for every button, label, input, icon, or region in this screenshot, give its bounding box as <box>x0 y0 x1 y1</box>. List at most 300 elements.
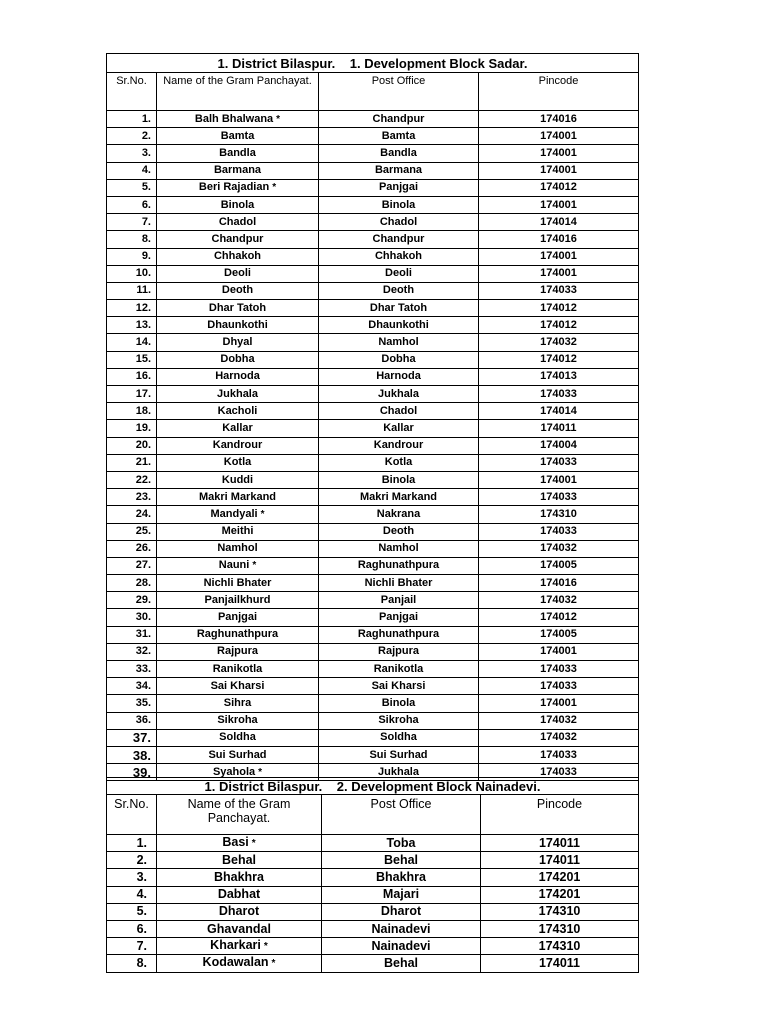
gram-panchayat-name: Raghunathpura <box>196 628 279 641</box>
pincode-cell: 174005 <box>479 626 639 643</box>
sr-no-cell: 33. <box>107 661 157 678</box>
gram-panchayat-name: Basi <box>222 835 249 850</box>
pincode-cell: 174011 <box>481 852 639 869</box>
post-office-cell: Majari <box>322 886 481 903</box>
sr-no-cell: 10. <box>107 265 157 282</box>
post-office-cell: Jukhala <box>319 764 479 781</box>
gram-panchayat-name: Namhol <box>217 542 258 555</box>
gram-panchayat-name: Rajpura <box>217 645 258 658</box>
table-row <box>107 835 639 852</box>
sr-no-cell: 4. <box>107 162 157 179</box>
gram-panchayat-cell <box>157 712 319 729</box>
table-row <box>107 886 639 903</box>
block-title: 1. District Bilaspur. 2. Development Block Nainadevi. <box>107 778 639 795</box>
table-row <box>107 179 639 196</box>
gram-panchayat-name: Sikroha <box>217 714 258 727</box>
sr-no-cell: 7. <box>107 938 157 955</box>
table-row <box>107 334 639 351</box>
pincode-cell: 174201 <box>481 869 639 886</box>
header-pincode: Pincode <box>481 795 639 835</box>
gram-panchayat-cell <box>157 351 319 368</box>
table-row <box>107 437 639 454</box>
gram-panchayat-cell <box>157 403 319 420</box>
pincode-cell: 174201 <box>481 886 639 903</box>
gram-panchayat-cell <box>157 128 319 145</box>
post-office-cell: Bhakhra <box>322 869 481 886</box>
post-office-cell: Rajpura <box>319 643 479 660</box>
table-row <box>107 420 639 437</box>
pincode-cell: 174032 <box>479 712 639 729</box>
gram-panchayat-cell <box>157 678 319 695</box>
pincode-cell: 174011 <box>481 835 639 852</box>
gram-panchayat-cell <box>157 368 319 385</box>
gram-panchayat-cell <box>157 317 319 334</box>
post-office-cell: Nainadevi <box>322 938 481 955</box>
table-row <box>107 265 639 282</box>
table-row <box>107 955 639 972</box>
sr-no-cell: 21. <box>107 454 157 471</box>
gram-panchayat-cell <box>157 661 319 678</box>
post-office-cell: Chandpur <box>319 111 479 128</box>
gram-panchayat-cell <box>157 920 322 937</box>
pincode-cell: 174033 <box>479 746 639 763</box>
gram-panchayat-name: Beri Rajadian <box>198 181 270 194</box>
gram-panchayat-name: Bandla <box>219 146 256 159</box>
table-row <box>107 351 639 368</box>
gram-panchayat-cell <box>157 179 319 196</box>
gram-panchayat-cell <box>157 592 319 609</box>
pincode-cell: 174001 <box>479 128 639 145</box>
gram-panchayat-name: Kodawalan <box>202 955 269 970</box>
gram-panchayat-name: Dhar Tatoh <box>208 301 267 314</box>
post-office-cell: Sui Surhad <box>319 746 479 763</box>
sr-no-cell: 2. <box>107 852 157 869</box>
post-office-cell: Chadol <box>319 214 479 231</box>
table-row <box>107 557 639 574</box>
table-row <box>107 626 639 643</box>
post-office-cell: Dhaunkothi <box>319 317 479 334</box>
gram-panchayat-name: Sai Kharsi <box>210 679 265 692</box>
table-row <box>107 231 639 248</box>
block-title: 1. District Bilaspur. 1. Development Block Sadar. <box>107 54 639 73</box>
asterisk-mark: * <box>271 958 276 970</box>
sr-no-cell: 3. <box>107 869 157 886</box>
gram-panchayat-cell <box>157 506 319 523</box>
gram-panchayat-name: Meithi <box>221 525 254 538</box>
gram-panchayat-cell <box>157 386 319 403</box>
asterisk-mark: * <box>263 941 268 953</box>
post-office-cell: Harnoda <box>319 368 479 385</box>
sr-no-cell: 13. <box>107 317 157 334</box>
post-office-cell: Sikroha <box>319 712 479 729</box>
gram-panchayat-cell <box>157 523 319 540</box>
pincode-cell: 174014 <box>479 403 639 420</box>
sadar-block-table <box>106 53 639 781</box>
pincode-cell: 174032 <box>479 540 639 557</box>
column-header-row <box>107 795 639 835</box>
pincode-cell: 174033 <box>479 282 639 299</box>
post-office-cell: Raghunathpura <box>319 626 479 643</box>
post-office-cell: Panjgai <box>319 609 479 626</box>
gram-panchayat-cell <box>157 626 319 643</box>
post-office-cell: Raghunathpura <box>319 557 479 574</box>
table-row <box>107 471 639 488</box>
gram-panchayat-cell <box>157 729 319 746</box>
post-office-cell: Kotla <box>319 454 479 471</box>
post-office-cell: Barmana <box>319 162 479 179</box>
gram-panchayat-name: Kotla <box>223 456 252 469</box>
table-row <box>107 920 639 937</box>
sr-no-cell: 26. <box>107 540 157 557</box>
gram-panchayat-cell <box>157 282 319 299</box>
pincode-cell: 174033 <box>479 678 639 695</box>
gram-panchayat-name: Panjailkhurd <box>204 593 271 606</box>
pincode-cell: 174001 <box>479 265 639 282</box>
gram-panchayat-cell <box>157 248 319 265</box>
table-row <box>107 368 639 385</box>
pincode-cell: 174032 <box>479 334 639 351</box>
gram-panchayat-name: Bamta <box>220 129 255 142</box>
post-office-cell: Kallar <box>319 420 479 437</box>
pincode-cell: 174001 <box>479 471 639 488</box>
sr-no-cell: 27. <box>107 557 157 574</box>
pincode-cell: 174012 <box>479 351 639 368</box>
table-row <box>107 282 639 299</box>
pincode-cell: 174001 <box>479 196 639 213</box>
gram-panchayat-cell <box>157 214 319 231</box>
sr-no-cell: 32. <box>107 643 157 660</box>
gram-panchayat-name: Kharkari <box>210 938 261 953</box>
gram-panchayat-name: Jukhala <box>217 387 258 400</box>
post-office-cell: Chhakoh <box>319 248 479 265</box>
post-office-cell: Deoth <box>319 523 479 540</box>
gram-panchayat-cell <box>157 695 319 712</box>
gram-panchayat-name: Barmana <box>213 164 262 177</box>
header-sr-no: Sr.No. <box>107 73 157 111</box>
gram-panchayat-cell <box>157 334 319 351</box>
asterisk-mark: * <box>276 113 281 125</box>
pincode-cell: 174310 <box>481 920 639 937</box>
gram-panchayat-name: Makri Markand <box>198 490 277 503</box>
pincode-cell: 174033 <box>479 386 639 403</box>
gram-panchayat-cell <box>157 196 319 213</box>
pincode-cell: 174016 <box>479 111 639 128</box>
post-office-cell: Behal <box>322 852 481 869</box>
table-row <box>107 489 639 506</box>
gram-panchayat-cell <box>157 471 319 488</box>
sr-no-cell: 6. <box>107 196 157 213</box>
table-row <box>107 128 639 145</box>
gram-panchayat-cell <box>157 609 319 626</box>
pincode-cell: 174033 <box>479 489 639 506</box>
post-office-cell: Binola <box>319 695 479 712</box>
table-row <box>107 609 639 626</box>
gram-panchayat-name: Sihra <box>223 696 252 709</box>
table-row <box>107 575 639 592</box>
post-office-cell: Bamta <box>319 128 479 145</box>
gram-panchayat-name: Dabhat <box>217 887 261 902</box>
post-office-cell: Ranikotla <box>319 661 479 678</box>
gram-panchayat-cell <box>157 557 319 574</box>
header-pincode: Pincode <box>479 73 639 111</box>
sr-no-cell: 20. <box>107 437 157 454</box>
gram-panchayat-name: Panjgai <box>217 611 258 624</box>
gram-panchayat-cell <box>157 111 319 128</box>
sr-no-cell: 5. <box>107 903 157 920</box>
header-post-office: Post Office <box>322 795 481 835</box>
block-title-row <box>107 778 639 795</box>
sr-no-cell: 5. <box>107 179 157 196</box>
gram-panchayat-name: Deoli <box>224 267 251 280</box>
block-title-row <box>107 54 639 73</box>
table-row <box>107 403 639 420</box>
post-office-cell: Bandla <box>319 145 479 162</box>
gram-panchayat-name: Behal <box>221 852 257 867</box>
pincode-cell: 174310 <box>479 506 639 523</box>
sr-no-cell: 23. <box>107 489 157 506</box>
gram-panchayat-name: Harnoda <box>215 370 260 383</box>
sr-no-cell: 2. <box>107 128 157 145</box>
gram-panchayat-name: Soldha <box>219 731 256 744</box>
post-office-cell: Deoth <box>319 282 479 299</box>
gram-panchayat-name: Dhyal <box>222 336 253 349</box>
pincode-cell: 174001 <box>479 695 639 712</box>
post-office-cell: Chadol <box>319 403 479 420</box>
gram-panchayat-cell <box>157 162 319 179</box>
asterisk-mark: * <box>251 838 256 850</box>
table-row <box>107 712 639 729</box>
post-office-cell: Namhol <box>319 334 479 351</box>
sr-no-cell: 30. <box>107 609 157 626</box>
sr-no-cell: 16. <box>107 368 157 385</box>
table-row <box>107 523 639 540</box>
post-office-cell: Deoli <box>319 265 479 282</box>
post-office-cell: Nakrana <box>319 506 479 523</box>
pincode-cell: 174001 <box>479 643 639 660</box>
table-row <box>107 852 639 869</box>
table-row <box>107 903 639 920</box>
sr-no-cell: 38. <box>107 746 157 763</box>
gram-panchayat-cell <box>157 454 319 471</box>
table-row <box>107 695 639 712</box>
table-row <box>107 317 639 334</box>
pincode-cell: 174033 <box>479 661 639 678</box>
gram-panchayat-name: Kacholi <box>217 404 258 417</box>
sr-no-cell: 37. <box>107 729 157 746</box>
header-post-office: Post Office <box>319 73 479 111</box>
table-row <box>107 678 639 695</box>
table-row <box>107 300 639 317</box>
gram-panchayat-cell <box>157 886 322 903</box>
sr-no-cell: 28. <box>107 575 157 592</box>
gram-panchayat-name: Chadol <box>218 215 257 228</box>
gram-panchayat-cell <box>157 852 322 869</box>
gram-panchayat-cell <box>157 835 322 852</box>
sr-no-cell: 18. <box>107 403 157 420</box>
post-office-cell: Binola <box>319 471 479 488</box>
sr-no-cell: 14. <box>107 334 157 351</box>
asterisk-mark: * <box>252 560 257 572</box>
sr-no-cell: 4. <box>107 886 157 903</box>
asterisk-mark: * <box>258 766 263 778</box>
table-row <box>107 661 639 678</box>
table-row <box>107 746 639 763</box>
table-row <box>107 729 639 746</box>
gram-panchayat-name: Bhakhra <box>213 869 265 884</box>
pincode-cell: 174016 <box>479 575 639 592</box>
sr-no-cell: 36. <box>107 712 157 729</box>
sr-no-cell: 1. <box>107 835 157 852</box>
pincode-cell: 174012 <box>479 609 639 626</box>
gram-panchayat-cell <box>157 265 319 282</box>
pincode-cell: 174012 <box>479 179 639 196</box>
sr-no-cell: 15. <box>107 351 157 368</box>
gram-panchayat-name: Ranikotla <box>212 662 263 675</box>
pincode-cell: 174032 <box>479 729 639 746</box>
sr-no-cell: 12. <box>107 300 157 317</box>
gram-panchayat-name: Kallar <box>222 421 253 434</box>
pincode-cell: 174012 <box>479 300 639 317</box>
pincode-cell: 174033 <box>479 764 639 781</box>
asterisk-mark: * <box>260 508 265 520</box>
table-row <box>107 214 639 231</box>
gram-panchayat-cell <box>157 231 319 248</box>
gram-panchayat-cell <box>157 300 319 317</box>
table-row <box>107 592 639 609</box>
gram-panchayat-name: Nichli Bhater <box>203 576 272 589</box>
gram-panchayat-name: Dharot <box>218 904 260 919</box>
gram-panchayat-name: Sui Surhad <box>208 748 267 761</box>
gram-panchayat-name: Mandyali <box>210 507 258 520</box>
gram-panchayat-name: Chandpur <box>211 232 264 245</box>
sr-no-cell: 22. <box>107 471 157 488</box>
gram-panchayat-cell <box>157 643 319 660</box>
gram-panchayat-cell <box>157 420 319 437</box>
table-row <box>107 111 639 128</box>
sr-no-cell: 34. <box>107 678 157 695</box>
sr-no-cell: 24. <box>107 506 157 523</box>
post-office-cell: Namhol <box>319 540 479 557</box>
gram-panchayat-cell <box>157 489 319 506</box>
pincode-cell: 174012 <box>479 317 639 334</box>
sr-no-cell: 11. <box>107 282 157 299</box>
column-header-row <box>107 73 639 111</box>
gram-panchayat-cell <box>157 938 322 955</box>
gram-panchayat-name: Deoth <box>221 284 254 297</box>
sr-no-cell: 39. <box>107 764 157 781</box>
pincode-cell: 174032 <box>479 592 639 609</box>
sr-no-cell: 6. <box>107 920 157 937</box>
table-row <box>107 506 639 523</box>
post-office-cell: Dobha <box>319 351 479 368</box>
pincode-cell: 174004 <box>479 437 639 454</box>
sr-no-cell: 9. <box>107 248 157 265</box>
sr-no-cell: 7. <box>107 214 157 231</box>
post-office-cell: Sai Kharsi <box>319 678 479 695</box>
table-row <box>107 869 639 886</box>
table-row <box>107 386 639 403</box>
table-row <box>107 248 639 265</box>
pincode-cell: 174013 <box>479 368 639 385</box>
pincode-cell: 174016 <box>479 231 639 248</box>
gram-panchayat-name: Dhaunkothi <box>207 318 268 331</box>
gram-panchayat-name: Nauni <box>218 559 250 572</box>
pincode-cell: 174011 <box>479 420 639 437</box>
gram-panchayat-name: Ghavandal <box>207 921 271 936</box>
sr-no-cell: 1. <box>107 111 157 128</box>
nainadevi-block-table <box>106 777 639 973</box>
post-office-cell: Panjail <box>319 592 479 609</box>
table-row <box>107 938 639 955</box>
gram-panchayat-name: Binola <box>220 198 255 211</box>
sr-no-cell: 8. <box>107 231 157 248</box>
pincode-cell: 174001 <box>479 145 639 162</box>
gram-panchayat-cell <box>157 145 319 162</box>
pincode-cell: 174001 <box>479 248 639 265</box>
gram-panchayat-cell <box>157 575 319 592</box>
gram-panchayat-cell <box>157 437 319 454</box>
sr-no-cell: 31. <box>107 626 157 643</box>
post-office-cell: Soldha <box>319 729 479 746</box>
pincode-cell: 174001 <box>479 162 639 179</box>
gram-panchayat-cell <box>157 540 319 557</box>
gram-panchayat-cell <box>157 869 322 886</box>
table-row <box>107 196 639 213</box>
post-office-cell: Nainadevi <box>322 920 481 937</box>
post-office-cell: Chandpur <box>319 231 479 248</box>
table-row <box>107 145 639 162</box>
post-office-cell: Makri Markand <box>319 489 479 506</box>
post-office-cell: Kandrour <box>319 437 479 454</box>
pincode-cell: 174011 <box>481 955 639 972</box>
post-office-cell: Binola <box>319 196 479 213</box>
header-gram-panchayat: Name of the Gram Panchayat. <box>157 73 319 111</box>
sr-no-cell: 17. <box>107 386 157 403</box>
gram-panchayat-name: Kuddi <box>221 473 254 486</box>
sr-no-cell: 19. <box>107 420 157 437</box>
post-office-cell: Behal <box>322 955 481 972</box>
pincode-cell: 174033 <box>479 454 639 471</box>
sr-no-cell: 35. <box>107 695 157 712</box>
gram-panchayat-cell <box>157 746 319 763</box>
table-row <box>107 540 639 557</box>
gram-panchayat-cell <box>157 955 322 972</box>
asterisk-mark: * <box>272 182 277 194</box>
header-sr-no: Sr.No. <box>107 795 157 835</box>
post-office-cell: Panjgai <box>319 179 479 196</box>
sr-no-cell: 3. <box>107 145 157 162</box>
post-office-cell: Dhar Tatoh <box>319 300 479 317</box>
post-office-cell: Nichli Bhater <box>319 575 479 592</box>
post-office-cell: Dharot <box>322 903 481 920</box>
table-row <box>107 454 639 471</box>
gram-panchayat-name: Balh Bhalwana <box>194 112 274 125</box>
pincode-cell: 174014 <box>479 214 639 231</box>
header-gram-panchayat: Name of the Gram Panchayat. <box>157 795 322 835</box>
sr-no-cell: 29. <box>107 592 157 609</box>
gram-panchayat-name: Syahola <box>212 765 256 778</box>
gram-panchayat-name: Chhakoh <box>213 250 262 263</box>
post-office-cell: Toba <box>322 835 481 852</box>
table-row <box>107 643 639 660</box>
pincode-cell: 174310 <box>481 938 639 955</box>
sr-no-cell: 8. <box>107 955 157 972</box>
pincode-cell: 174310 <box>481 903 639 920</box>
pincode-cell: 174033 <box>479 523 639 540</box>
post-office-cell: Jukhala <box>319 386 479 403</box>
sr-no-cell: 25. <box>107 523 157 540</box>
gram-panchayat-name: Kandrour <box>212 439 263 452</box>
